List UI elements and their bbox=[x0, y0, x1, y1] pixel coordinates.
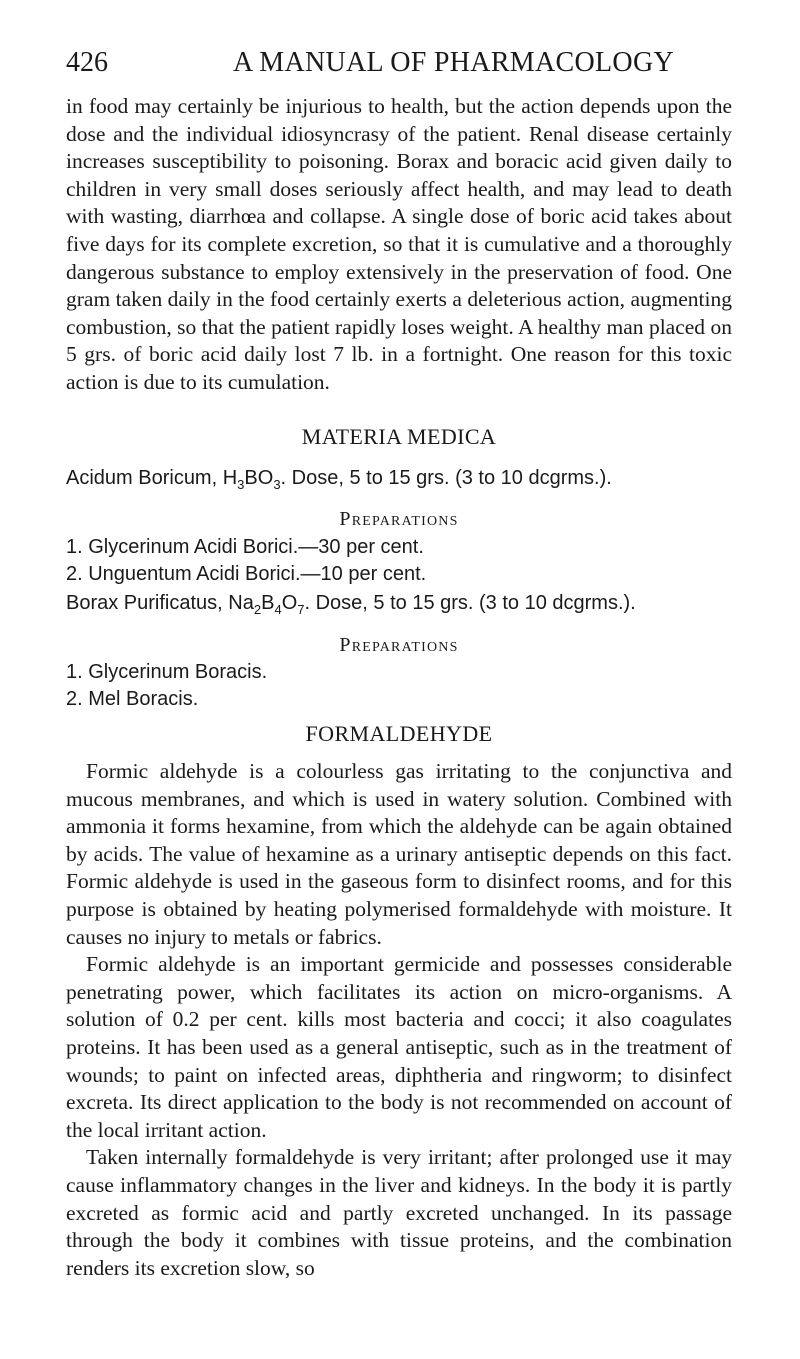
borax-name: Borax Purificatus, bbox=[66, 592, 223, 614]
acid-preparation-2: 2. Unguentum Acidi Borici.—10 per cent. bbox=[66, 563, 427, 585]
borax-formula: $Na_2B_4O_7$ bbox=[228, 592, 305, 617]
formaldehyde-heading: FORMALDEHYDE bbox=[305, 721, 493, 746]
formaldehyde-paragraph-3: Taken internally formaldehyde is very irritant; after prolonged use it may cause inflammatory changes in the liver and kidneys. In the body it is partly excreted as formic acid and partly excreted unchanged. In its passage through the body it combines with tissue proteins, and the combination renders its excretion slow, so bbox=[66, 1145, 732, 1280]
acid-boric-entry bbox=[66, 465, 612, 498]
page-number: 426 bbox=[66, 47, 108, 78]
formaldehyde-paragraph-1: Formic aldehyde is a colourless gas irritating to the conjunctiva and mucous membranes, and which is used in watery solution. Combined with ammonia it forms hexamine, from which the aldehyde can be again obtained by acids. The value of hexamine as a urinary antiseptic depends on this fact. Formic aldehyde is used in the gaseous form to disinfect rooms, and for this purpose is obtained by heating polymerised formaldehyde with moisture. It causes no injury to metals or fabrics. bbox=[66, 759, 732, 949]
acid-formula: $H_3BO_3$ bbox=[222, 467, 281, 492]
formaldehyde-text bbox=[66, 758, 732, 1282]
acid-preparation-1: 1. Glycerinum Acidi Borici.—30 per cent. bbox=[66, 536, 424, 558]
running-title: A MANUAL OF PHARMACOLOGY bbox=[233, 47, 674, 78]
borax-dose: . Dose, 5 to 15 grs. (3 to 10 dcgrms.). bbox=[304, 592, 636, 614]
borax-preparation-2: 2. Mel Boracis. bbox=[66, 688, 199, 710]
acid-dose: . Dose, 5 to 15 grs. (3 to 10 dcgrms.). bbox=[280, 467, 612, 489]
running-head bbox=[66, 43, 730, 83]
acid-name: Acidum Boricum, bbox=[66, 467, 218, 489]
borax-entry bbox=[66, 590, 636, 623]
intro-paragraph: in food may certainly be injurious to health, but the action depends upon the dose and the individual idiosyncrasy of the patient. Renal disease certainly increases susceptibility to poisoning. Borax and boracic acid given daily to children in very small doses seriously affect health, and may lead to death with wasting, diarrhœa and collapse. A single dose of boric acid takes about five days for its complete excretion, so that it is cumulative and a thoroughly dangerous substance to employ extensively in the preservation of food. One gram taken daily in the food certainly exerts a deleterious action, augmenting combustion, so that the patient rapidly loses weight. A healthy man placed on 5 grs. of boric acid daily lost 7 lb. in a fortnight. One reason for this toxic action is due to its cumulation. bbox=[66, 94, 732, 394]
borax-preparations-heading: Preparations bbox=[339, 634, 459, 656]
materia-medica-heading: MATERIA MEDICA bbox=[301, 424, 497, 449]
borax-preparation-1: 1. Glycerinum Boracis. bbox=[66, 661, 268, 683]
acid-preparations-heading: Preparations bbox=[339, 508, 459, 530]
formaldehyde-paragraph-2: Formic aldehyde is an important germicide and possesses considerable penetrating power, which facilitates its action on micro-organisms. A solution of 0.2 per cent. kills most bacteria and cocci; it also coagulates proteins. It has been used as a general antiseptic, such as in the treatment of wounds; to paint on infected areas, diphtheria and ringworm; to disinfect excreta. Its direct application to the body is not recommended on account of the local irritant action. bbox=[66, 952, 732, 1142]
